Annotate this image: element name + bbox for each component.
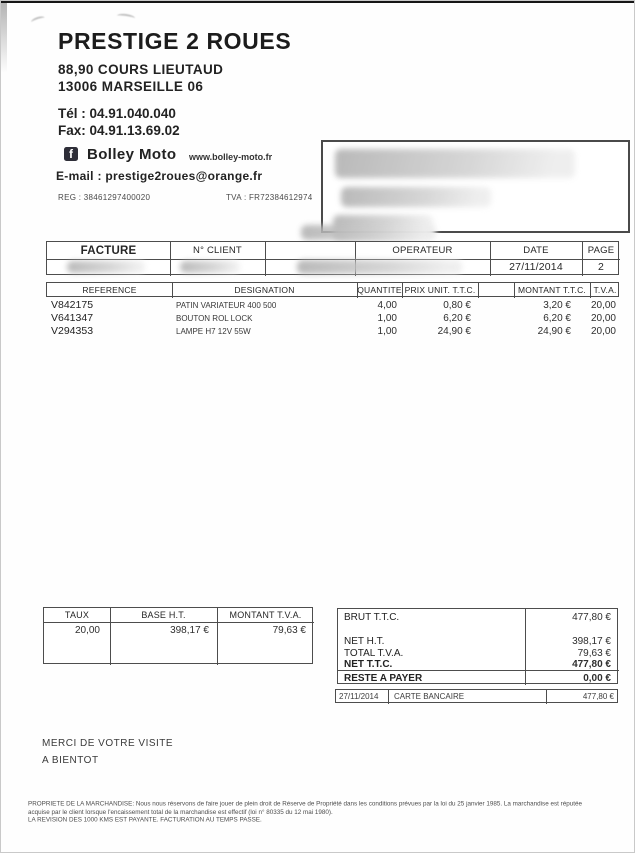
col-taux: TAUX xyxy=(64,610,90,620)
redacted-operator xyxy=(297,260,462,274)
pencil-mark xyxy=(30,15,45,25)
company-name: PRESTIGE 2 ROUES xyxy=(58,28,292,54)
items-table-header xyxy=(46,282,619,297)
header-page: PAGE xyxy=(587,245,615,256)
customer-address-box xyxy=(321,140,630,233)
net-ht-label: NET H.T. xyxy=(344,636,385,647)
items-table-body xyxy=(46,299,619,341)
invoice-date: 27/11/2014 xyxy=(509,261,563,273)
item-designation: BOUTON ROL LOCK xyxy=(176,314,253,323)
item-prix-unit: 6,20 € xyxy=(443,313,471,324)
thanks-line-2: A BIENTOT xyxy=(42,755,99,766)
net-ttc-value: 477,80 € xyxy=(572,659,611,670)
net-ht-value: 398,17 € xyxy=(572,636,611,647)
item-montant: 3,20 € xyxy=(543,300,571,311)
tax-rate-value: 20,00 xyxy=(74,625,100,636)
company-fax: Fax: 04.91.13.69.02 xyxy=(58,123,180,138)
item-reference: V641347 xyxy=(51,312,94,324)
header-operateur: OPERATEUR xyxy=(392,245,453,256)
thanks-line-1: MERCI DE VOTRE VISITE xyxy=(42,738,174,749)
facebook-icon: f xyxy=(64,147,78,161)
item-tva: 20,00 xyxy=(590,300,616,311)
header-num-client: N° CLIENT xyxy=(193,245,242,256)
redacted-invoice-number xyxy=(67,261,145,273)
facebook-page-name: Bolley Moto xyxy=(87,146,177,163)
item-designation: PATIN VARIATEUR 400 500 xyxy=(176,301,277,310)
legal-text xyxy=(28,800,630,824)
payment-strip xyxy=(335,689,618,703)
total-tva-label: TOTAL T.V.A. xyxy=(344,648,404,659)
item-tva: 20,00 xyxy=(590,313,616,324)
montant-tva-value: 79,63 € xyxy=(272,625,306,636)
tax-summary-table xyxy=(43,607,313,664)
reste-a-payer-label: RESTE A PAYER xyxy=(344,673,423,684)
col-prix-unit: PRIX UNIT. T.T.C. xyxy=(404,284,476,295)
payment-amount: 477,80 € xyxy=(582,692,614,701)
col-designation: DESIGNATION xyxy=(234,284,295,295)
company-address-line1: 88,90 COURS LIEUTAUD xyxy=(58,62,224,77)
company-website: www.bolley-moto.fr xyxy=(189,152,273,162)
legal-line-2: acquise par le client lorsque l'encaissement total de la marchandise est effectif (loi n° 80335 du 12 mai 1980). xyxy=(28,808,333,816)
col-montant: MONTANT T.T.C. xyxy=(518,284,586,295)
company-tva-number: TVA : FR72384612974 xyxy=(226,193,313,202)
item-quantite: 1,00 xyxy=(377,313,397,324)
company-address-line2: 13006 MARSEILLE 06 xyxy=(58,79,204,94)
invoice-page-number: 2 xyxy=(597,261,605,273)
total-tva-value: 79,63 € xyxy=(577,648,611,659)
item-quantite: 1,00 xyxy=(377,326,397,337)
item-montant: 6,20 € xyxy=(543,313,571,324)
redacted-customer-address xyxy=(341,187,491,207)
brut-ttc-label: BRUT T.T.C. xyxy=(344,612,400,623)
header-date: DATE xyxy=(523,245,549,256)
col-quantite: QUANTITE xyxy=(357,284,402,295)
item-designation: LAMPE H7 12V 55W xyxy=(176,327,251,336)
legal-line-1: PROPRIETE DE LA MARCHANDISE: Nous nous réservons de faire jouer de plein droit de Réserve de Propriété dans les conditions prévues par la loi du 25 janvier 1985. La marchandise est réputée xyxy=(28,800,582,807)
reste-a-payer-value: 0,00 € xyxy=(583,673,611,684)
item-prix-unit: 0,80 € xyxy=(443,300,471,311)
col-reference: REFERENCE xyxy=(82,284,137,295)
redacted-client-number xyxy=(180,261,240,273)
totals-box xyxy=(337,608,618,684)
col-montant-tva: MONTANT T.V.A. xyxy=(229,610,302,620)
item-reference: V842175 xyxy=(51,299,94,311)
redacted-customer-name xyxy=(335,149,575,178)
company-email: E-mail : prestige2roues@orange.fr xyxy=(56,169,263,183)
legal-line-3: LA REVISION DES 1000 KMS EST PAYANTE. FACTURATION AU TEMPS PASSE. xyxy=(28,816,262,824)
redaction-smudge xyxy=(301,225,436,240)
col-base-ht: BASE H.T. xyxy=(141,610,186,620)
item-quantite: 4,00 xyxy=(377,300,397,311)
item-tva: 20,00 xyxy=(590,326,616,337)
item-prix-unit: 24,90 € xyxy=(437,326,471,337)
brut-ttc-value: 477,80 € xyxy=(572,612,611,623)
payment-date: 27/11/2014 xyxy=(339,692,379,701)
scan-edge-top xyxy=(1,1,635,3)
item-montant: 24,90 € xyxy=(537,326,571,337)
base-ht-value: 398,17 € xyxy=(170,625,209,636)
scan-edge-left xyxy=(1,3,7,73)
invoice-header-table xyxy=(46,241,619,275)
payment-method: CARTE BANCAIRE xyxy=(394,692,465,701)
pencil-mark xyxy=(117,13,136,21)
item-reference: V294353 xyxy=(51,325,94,337)
net-ttc-label: NET T.T.C. xyxy=(344,659,393,670)
col-tva: T.V.A. xyxy=(593,284,617,295)
company-phone: Tél : 04.91.040.040 xyxy=(58,106,176,121)
header-facture: FACTURE xyxy=(80,244,137,257)
company-reg-number: REG : 38461297400020 xyxy=(58,193,151,202)
